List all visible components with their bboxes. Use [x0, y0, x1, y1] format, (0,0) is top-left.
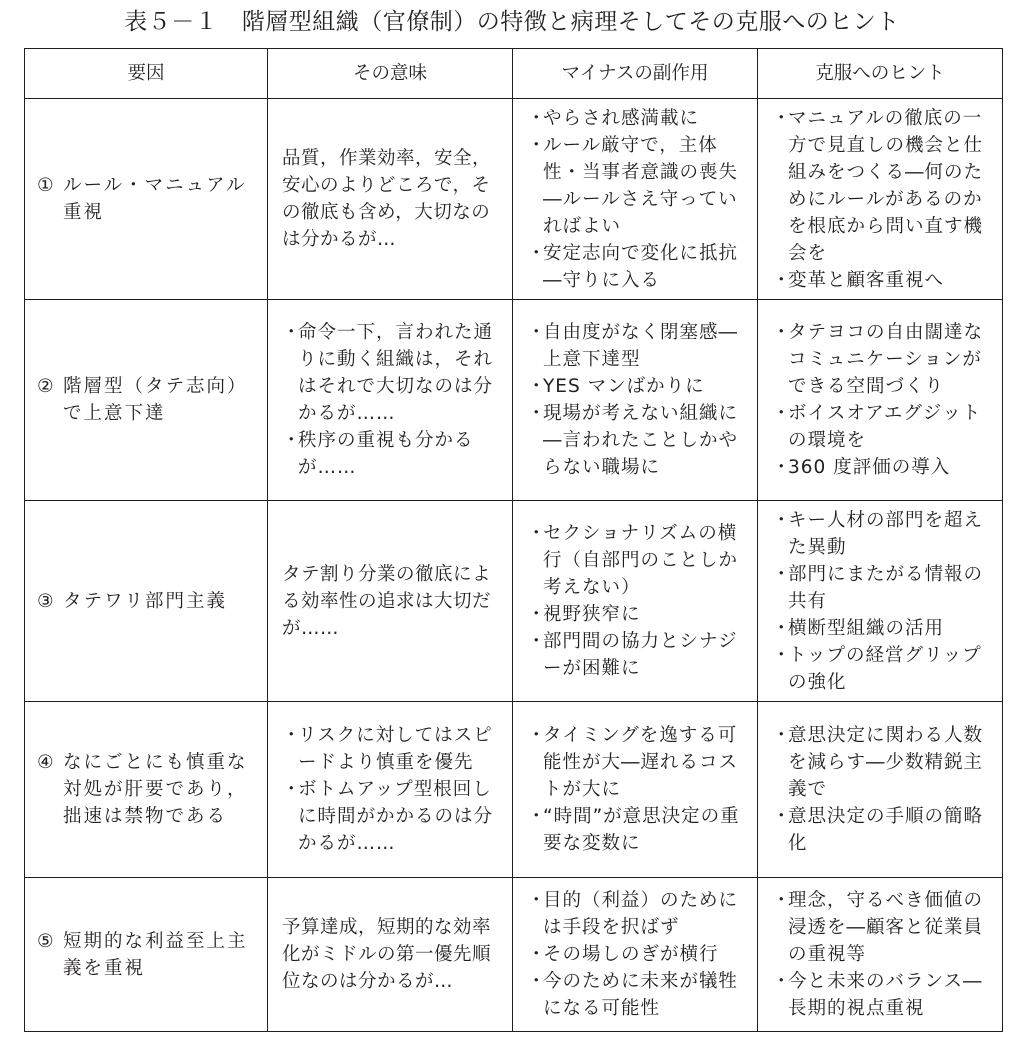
bullet-icon: ・: [772, 644, 791, 666]
side-effect-text: 視野狭窄に: [543, 604, 641, 625]
factor-text: ルール・マニュアル重視: [63, 175, 247, 223]
factor-number: ①: [37, 175, 54, 196]
meaning-cell: [268, 300, 513, 501]
bullet-icon: ・: [772, 563, 791, 585]
bullet-icon: ・: [772, 403, 791, 424]
list-item: [772, 267, 994, 294]
side-effect-text: YES マンばかりに: [543, 376, 705, 397]
meaning-cell: [268, 501, 513, 702]
list-item: [527, 887, 749, 941]
header-side-effects: マイナスの副作用: [513, 49, 758, 99]
hint-text: トップの経営グリップの強化: [788, 644, 982, 693]
list-item: [772, 722, 994, 803]
factor-text: タテワリ部門主義: [63, 590, 228, 612]
bullet-icon: ・: [772, 725, 791, 746]
side-effect-text: “時間”が意思決定の重要な変数に: [543, 806, 740, 854]
factor-number: ②: [37, 376, 54, 397]
factor-text: なにごとにも慎重な対処が肝要であり，拙速は禁物である: [63, 752, 248, 827]
list-item: [772, 561, 994, 615]
list-item: [772, 968, 994, 1022]
list-item: [772, 615, 994, 642]
side-effect-text: 部門間の協力とシナジーが困難に: [543, 631, 738, 679]
bullet-icon: ・: [527, 890, 546, 911]
side-effects-cell: [513, 300, 758, 501]
meaning-text: 予算達成，短期的な効率化がミドルの第一優先順位なのは分かるが…: [282, 917, 492, 992]
list-item: [772, 105, 994, 267]
list-item: [772, 454, 994, 481]
bullet-icon: ・: [527, 631, 546, 652]
table-caption: 表５－１ 階層型組織（官僚制）の特徴と病理そしてその克服へのヒント: [124, 9, 900, 35]
bullet-icon: ・: [772, 806, 791, 827]
meaning-cell: [268, 99, 513, 300]
bullet-icon: ・: [772, 269, 791, 291]
factor-cell: [25, 501, 268, 702]
meaning-text: リスクに対してはスピードより慎重を優先: [298, 725, 493, 773]
meaning-text: 命令一下，言われた通りに動く組織は，それはそれで大切なのは分かるが……: [298, 322, 494, 424]
hints-cell: [758, 878, 1003, 1032]
factor-cell: [25, 99, 268, 300]
side-effect-text: ルール厳守で，主体性・当事者意識の喪失―ルールさえ守っていればよい: [543, 134, 739, 237]
factor-cell: [25, 300, 268, 501]
side-effects-cell: [513, 501, 758, 702]
table-row: [25, 300, 1003, 501]
bullet-icon: ・: [282, 725, 301, 746]
hint-text: キー人材の部門を超えた異動: [788, 509, 984, 558]
bullet-icon: ・: [772, 457, 791, 478]
bullet-icon: ・: [527, 376, 546, 397]
hints-cell: [758, 702, 1003, 878]
side-effect-text: その場しのぎが横行: [543, 944, 719, 965]
hint-text: タテヨコの自由闊達なコミュニケーションができる空間づくり: [788, 322, 984, 397]
hint-text: 横断型組織の活用: [788, 617, 945, 639]
bullet-icon: ・: [527, 604, 546, 625]
list-item: [282, 722, 504, 776]
side-effects-cell: [513, 99, 758, 300]
bullet-icon: ・: [527, 322, 546, 343]
header-hints: 克服へのヒント: [758, 49, 1003, 99]
bullet-icon: ・: [282, 779, 301, 800]
bullet-icon: ・: [282, 430, 301, 451]
list-item: [772, 507, 994, 561]
factor-number: ③: [37, 590, 54, 612]
table-row: [25, 702, 1003, 878]
meaning-text: 品質，作業効率，安全，安心のよりどころで，その徹底も含め，大切なのは分かるが…: [282, 148, 492, 250]
list-item: [527, 968, 749, 1022]
side-effect-text: 今のために未来が犠牲になる可能性: [543, 971, 739, 1019]
list-item: [527, 240, 749, 294]
list-item: [772, 642, 994, 696]
hints-cell: [758, 300, 1003, 501]
hint-text: ボイスオアエグジットの環境を: [788, 403, 982, 451]
list-item: [527, 722, 749, 803]
side-effects-cell: [513, 702, 758, 878]
factor-text: 短期的な利益至上主義を重視: [63, 930, 248, 979]
bullet-icon: ・: [772, 890, 791, 911]
hint-text: 理念，守るべき価値の浸透を―顧客と従業員の重視等: [788, 890, 984, 965]
list-item: [772, 319, 994, 400]
list-item: [527, 628, 749, 682]
factor-cell: [25, 702, 268, 878]
list-item: [772, 400, 994, 454]
hints-cell: [758, 99, 1003, 300]
side-effect-text: 安定志向で変化に抵抗―守りに入る: [543, 242, 739, 291]
header-row: [25, 49, 1003, 99]
side-effect-text: セクショナリズムの横行（自部門のことしか考えない）: [543, 523, 739, 598]
factor-number: ④: [37, 752, 54, 773]
bullet-icon: ・: [527, 971, 546, 992]
factor-text: 階層型（タテ志向）で上意下達: [63, 376, 248, 424]
side-effects-cell: [513, 878, 758, 1032]
factor-number: ⑤: [37, 930, 54, 952]
list-item: [527, 520, 749, 601]
bullet-icon: ・: [527, 944, 546, 965]
meaning-text: タテ割り分業の徹底による効率性の追求は大切だが……: [282, 563, 492, 639]
factor-cell: [25, 878, 268, 1032]
bullet-icon: ・: [527, 107, 546, 129]
bullet-icon: ・: [282, 322, 301, 343]
meaning-text: ボトムアップ型根回しに時間がかかるのは分かるが……: [298, 779, 494, 854]
bullet-icon: ・: [527, 725, 546, 746]
side-effect-text: 自由度がなく閉塞感―上意下達型: [543, 322, 739, 370]
side-effect-text: 目的（利益）のためには手段を択ばず: [543, 890, 739, 938]
bullet-icon: ・: [772, 107, 791, 129]
list-item: [527, 132, 749, 240]
table-row: [25, 501, 1003, 702]
bullet-icon: ・: [772, 617, 791, 639]
hint-text: 変革と顧客重視へ: [788, 269, 945, 291]
table-row: [25, 99, 1003, 300]
list-item: [527, 105, 749, 132]
list-item: [772, 887, 994, 968]
hint-text: 部門にまたがる情報の共有: [788, 563, 984, 612]
list-item: [282, 776, 504, 857]
side-effect-text: やらされ感満載に: [543, 107, 700, 129]
list-item: [282, 427, 504, 481]
side-effect-text: タイミングを逸する可能性が大―遅れるコストが大に: [543, 725, 739, 800]
list-item: [527, 400, 749, 481]
meaning-cell: [268, 702, 513, 878]
bullet-icon: ・: [527, 134, 546, 156]
meaning-cell: [268, 878, 513, 1032]
header-meaning: その意味: [268, 49, 513, 99]
side-effect-text: 現場が考えない組織に―言われたことしかやらない職場に: [543, 403, 739, 478]
hint-text: 意思決定に関わる人数を減らす―少数精鋭主義で: [788, 725, 984, 800]
hint-text: 今と未来のバランス―長期的視点重視: [788, 971, 983, 1019]
list-item: [282, 319, 504, 427]
list-item: [527, 319, 749, 373]
hint-text: 意思決定の手順の簡略化: [788, 806, 984, 854]
table-row: [25, 878, 1003, 1032]
bullet-icon: ・: [527, 242, 546, 264]
bullet-icon: ・: [772, 509, 791, 531]
header-factor: 要因: [25, 49, 268, 99]
bullet-icon: ・: [527, 806, 546, 827]
list-item: [772, 803, 994, 857]
meaning-text: 秩序の重視も分かるが……: [298, 430, 474, 478]
hint-text: 360 度評価の導入: [788, 457, 951, 478]
list-item: [527, 373, 749, 400]
bullet-icon: ・: [772, 971, 791, 992]
list-item: [527, 941, 749, 968]
bureaucracy-table: [24, 48, 1003, 1032]
list-item: [527, 601, 749, 628]
bullet-icon: ・: [527, 403, 546, 424]
list-item: [527, 803, 749, 857]
hints-cell: [758, 501, 1003, 702]
bullet-icon: ・: [527, 523, 546, 544]
bullet-icon: ・: [772, 322, 791, 343]
hint-text: マニュアルの徹底の一方で見直しの機会と仕組みをつくる―何のためにルールがあるのかを根底から問い直す機会を: [788, 107, 984, 264]
